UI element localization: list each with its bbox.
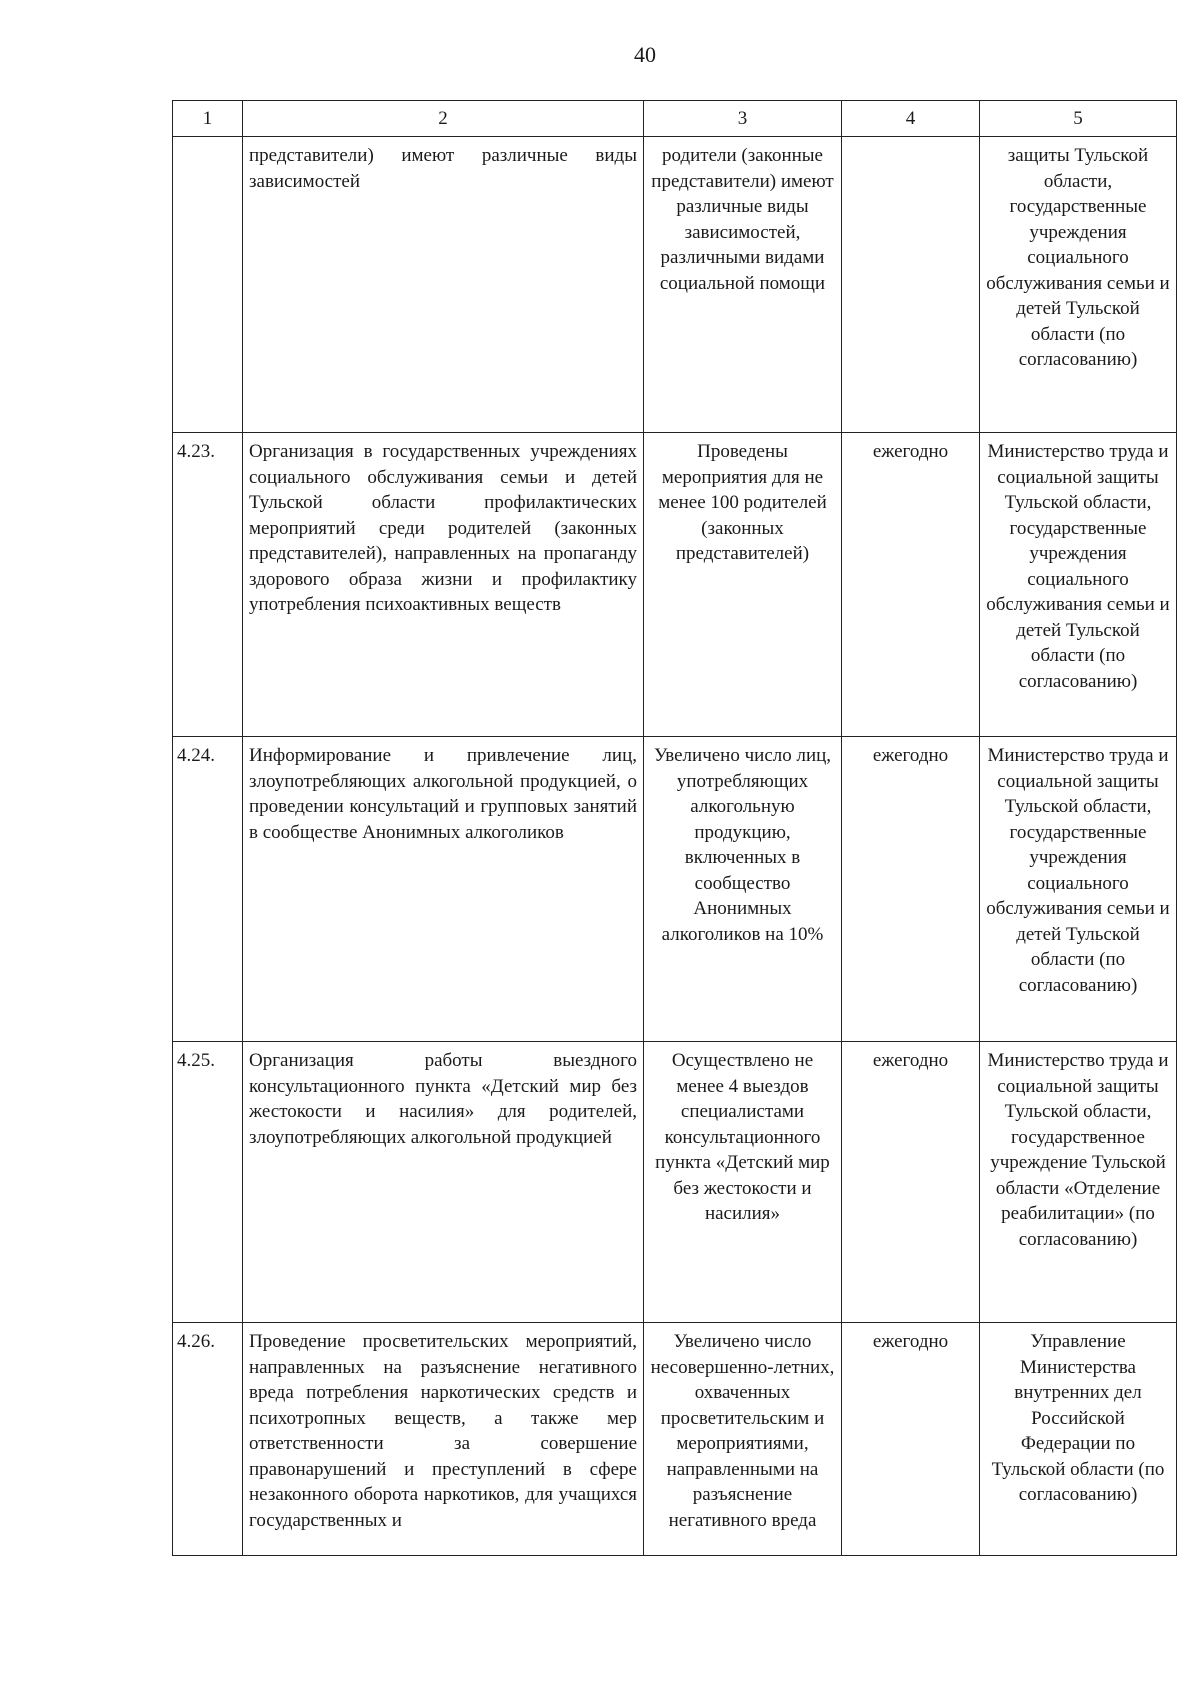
measure-description: Организация работы выездного консультационного пункта «Детский мир без жестокости и насилия» для родителей, злоупотребляющих алкогольной продукцией <box>243 1042 644 1323</box>
period: ежегодно <box>842 737 980 1042</box>
period: ежегодно <box>842 433 980 737</box>
column-header: 4 <box>842 101 980 137</box>
expected-result: Проведены мероприятия для не менее 100 родителей (законных представителей) <box>644 433 842 737</box>
table-row <box>173 137 1177 433</box>
expected-result: Осуществлено не менее 4 выездов специалистами консультационного пункта «Детский мир без жестокости и насилия» <box>644 1042 842 1323</box>
table-row <box>173 1323 1177 1556</box>
measure-description: Проведение просветительских мероприятий, направленных на разъяснение негативного вреда потребления наркотических средств и психотропных веществ, а также мер ответственности за совершение правонарушений и преступлений в сфере незаконного оборота наркотиков, для учащихся государственных и <box>243 1323 644 1556</box>
column-header: 5 <box>980 101 1177 137</box>
table-row <box>173 1042 1177 1323</box>
expected-result: родители (законные представители) имеют различные виды зависимостей, различными видами социальной помощи <box>644 137 842 433</box>
period: ежегодно <box>842 1042 980 1323</box>
expected-result: Увеличено число лиц, употребляющих алкогольную продукцию, включенных в сообщество Анонимных алкоголиков на 10% <box>644 737 842 1042</box>
row-number: 4.24. <box>173 737 243 1042</box>
column-header: 2 <box>243 101 644 137</box>
table-header-row <box>173 101 1177 137</box>
responsible: Министерство труда и социальной защиты Тульской области, государственные учреждения социального обслуживания семьи и детей Тульской области (по согласованию) <box>980 737 1177 1042</box>
page-number: 40 <box>634 42 656 67</box>
measure-description: Организация в государственных учреждениях социального обслуживания семьи и детей Тульской области профилактических мероприятий среди родителей (законных представителей), направленных на пропаганду здорового образа жизни и профилактику употребления психоактивных веществ <box>243 433 644 737</box>
column-header: 3 <box>644 101 842 137</box>
row-number: 4.23. <box>173 433 243 737</box>
measure-description: представители) имеют различные виды зависимостей <box>243 137 644 433</box>
measure-description: Информирование и привлечение лиц, злоупотребляющих алкогольной продукцией, о проведении консультаций и групповых занятий в сообществе Анонимных алкоголиков <box>243 737 644 1042</box>
responsible: Министерство труда и социальной защиты Тульской области, государственные учреждения социального обслуживания семьи и детей Тульской области (по согласованию) <box>980 433 1177 737</box>
table-row <box>173 433 1177 737</box>
responsible: Министерство труда и социальной защиты Тульской области, государственное учреждение Тульской области «Отделение реабилитации» (по согласованию) <box>980 1042 1177 1323</box>
responsible: Управление Министерства внутренних дел Российской Федерации по Тульской области (по согласованию) <box>980 1323 1177 1556</box>
responsible: защиты Тульской области, государственные учреждения социального обслуживания семьи и детей Тульской области (по согласованию) <box>980 137 1177 433</box>
row-number: 4.25. <box>173 1042 243 1323</box>
table-row <box>173 737 1177 1042</box>
period: ежегодно <box>842 1323 980 1556</box>
row-number: 4.26. <box>173 1323 243 1556</box>
period <box>842 137 980 433</box>
measures-table <box>172 100 1177 1556</box>
column-header: 1 <box>173 101 243 137</box>
expected-result: Увеличено число несовершенно-летних, охваченных просветительским и мероприятиями, направленными на разъяснение негативного вреда <box>644 1323 842 1556</box>
row-number <box>173 137 243 433</box>
